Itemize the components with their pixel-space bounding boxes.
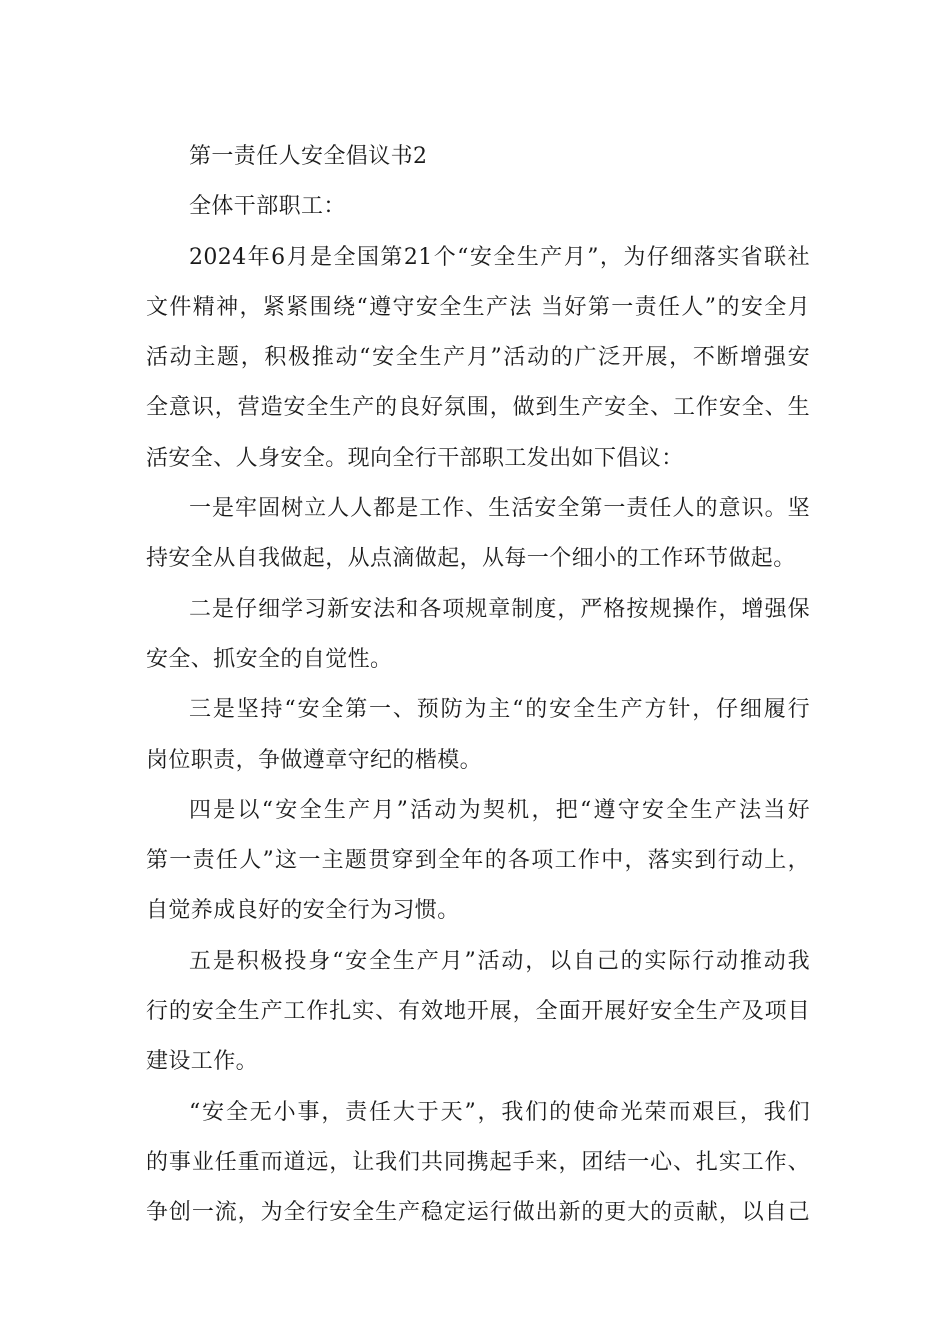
paragraph-line: 一是牢固树立人人都是工作、生活安全第一责任人的意识。坚 [189, 496, 810, 522]
paragraph-closing [146, 1088, 810, 1239]
paragraph-point-3 [146, 685, 810, 786]
paragraph-line: 争创一流，为全行安全生产稳定运行做出新的更大的贡献，以自己 [146, 1200, 810, 1226]
paragraph-line: 行的安全生产工作扎实、有效地开展，全面开展好安全生产及项目 [146, 999, 810, 1025]
paragraph-point-4 [146, 786, 810, 937]
paragraph-line: 安全、抓安全的自觉性。 [146, 646, 393, 672]
paragraph-point-1 [146, 484, 810, 585]
document-body [146, 132, 810, 1239]
paragraph-intro [146, 233, 810, 484]
paragraph-line: “安全无小事，责任大于天”，我们的使命光荣而艰巨，我们 [189, 1099, 810, 1125]
paragraph-line: 活动主题，积极推动“安全生产月”活动的广泛开展，不断增强安 [146, 345, 810, 371]
paragraph-point-5 [146, 937, 810, 1088]
paragraph-point-2 [146, 585, 810, 686]
paragraph-line: 四是以“安全生产月”活动为契机，把“遵守安全生产法当好 [189, 797, 810, 823]
paragraph-line: 岗位职责，争做遵章守纪的楷模。 [146, 747, 483, 773]
paragraph-line: 五是积极投身“安全生产月”活动，以自己的实际行动推动我 [189, 948, 810, 974]
paragraph-line: 三是坚持“安全第一、预防为主“的安全生产方针，仔细履行 [189, 697, 810, 723]
paragraph-line: 二是仔细学习新安法和各项规章制度，严格按规操作，增强保 [189, 596, 810, 622]
paragraph-line: 文件精神，紧紧围绕“遵守安全生产法 当好第一责任人”的安全月 [146, 294, 810, 320]
paragraph-line: 活安全、人身安全。现向全行干部职工发出如下倡议： [146, 445, 684, 471]
paragraph-line: 2024年6月是全国第21个“安全生产月”，为仔细落实省联社 [189, 244, 810, 270]
paragraph-line: 自觉养成良好的安全行为习惯。 [146, 898, 460, 924]
paragraph-line: 第一责任人”这一主题贯穿到全年的各项工作中，落实到行动上， [146, 848, 810, 874]
paragraph-line: 的事业任重而道远，让我们共同携起手来，团结一心、扎实工作、 [146, 1149, 810, 1175]
paragraph-line: 全意识，营造安全生产的良好氛围，做到生产安全、工作安全、生 [146, 395, 810, 421]
document-title: 第一责任人安全倡议书2 [189, 144, 428, 169]
paragraph-line: 建设工作。 [146, 1049, 259, 1075]
salutation: 全体干部职工： [189, 194, 346, 220]
paragraph-line: 持安全从自我做起，从点滴做起，从每一个细小的工作环节做起。 [146, 546, 796, 572]
